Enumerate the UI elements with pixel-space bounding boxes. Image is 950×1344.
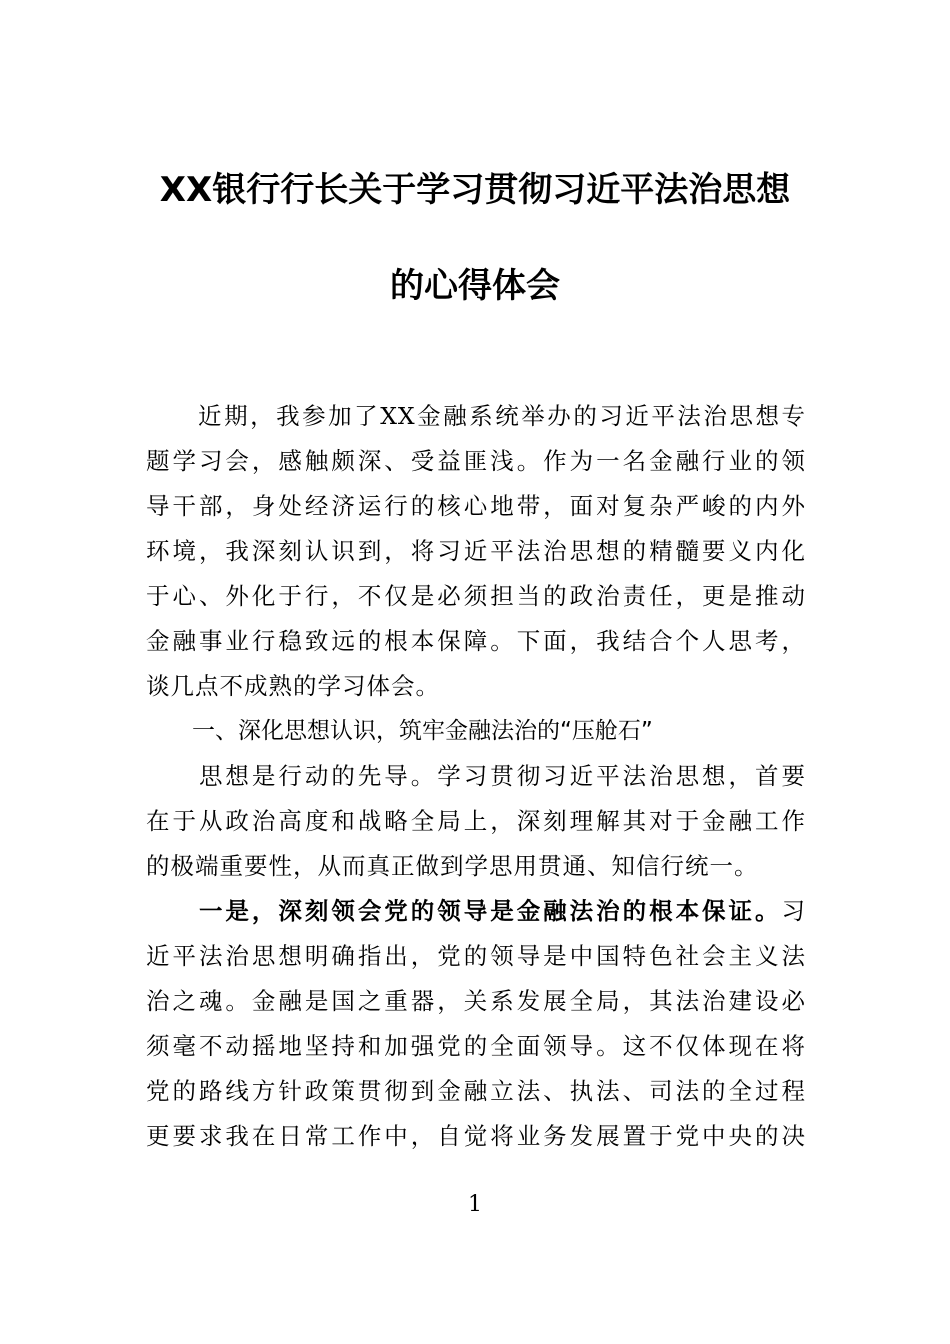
section-1-line: 思想是行动的先导。学习贯彻习近平法治思想，首要: [146, 762, 806, 790]
point-1-line: 近平法治思想明确指出，党的领导是中国特色社会主义法: [146, 942, 806, 970]
point-1-first-line: [146, 889, 806, 933]
intro-line: 于心、外化于行，不仅是必须担当的政治责任，更是推动: [146, 582, 806, 610]
section-1-line: 在于从政治高度和战略全局上，深刻理解其对于金融工作: [146, 807, 806, 835]
point-1-line: 治之魂。金融是国之重器，关系发展全局，其法治建设必: [146, 987, 806, 1015]
intro-line: 近期，我参加了XX金融系统举办的习近平法治思想专: [146, 402, 806, 430]
point-1-first-tail: 习: [781, 897, 806, 925]
page-number: 1: [468, 1192, 482, 1217]
point-1-line: 更要求我在日常工作中，自觉将业务发展置于党中央的决: [146, 1122, 806, 1150]
intro-line: 导干部，身处经济运行的核心地带，面对复杂严峻的内外: [146, 492, 806, 520]
point-1-line: 党的路线方针政策贯彻到金融立法、执法、司法的全过程: [146, 1077, 806, 1105]
document-title-line-1: XX银行行长关于学习贯彻习近平法治思想: [159, 170, 791, 210]
intro-line: 谈几点不成熟的学习体会。: [146, 672, 440, 700]
point-1-line: 须毫不动摇地坚持和加强党的全面领导。这不仅体现在将: [146, 1032, 806, 1060]
intro-line: 环境，我深刻认识到，将习近平法治思想的精髓要义内化: [146, 537, 806, 565]
section-1-line: 的极端重要性，从而真正做到学思用贯通、知信行统一。: [146, 852, 759, 880]
point-1-lead: 一是，深刻领会党的领导是金融法治的根本保证。: [146, 897, 782, 925]
intro-line: 题学习会，感触颇深、受益匪浅。作为一名金融行业的领: [146, 447, 806, 475]
section-1-heading: 一、深化思想认识，筑牢金融法治的“压舱石”: [146, 718, 653, 744]
intro-line: 金融事业行稳致远的根本保障。下面，我结合个人思考，: [146, 627, 806, 655]
document-title-line-2: 的心得体会: [390, 266, 560, 306]
